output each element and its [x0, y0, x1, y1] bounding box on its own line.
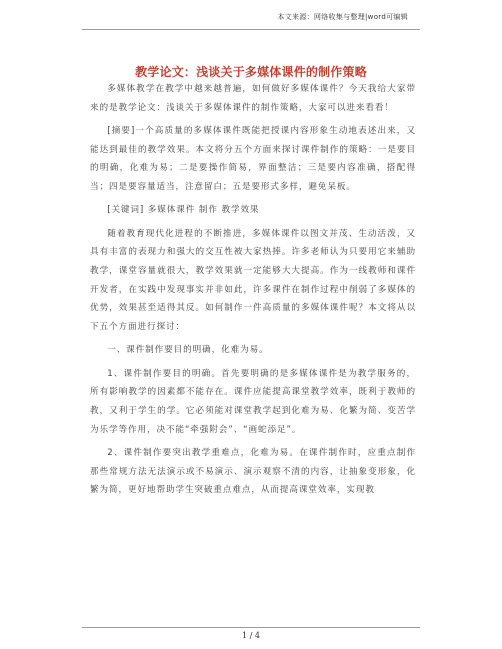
header-source-note: 本文来源：网络收集与整理|word可编辑 [277, 13, 408, 21]
footer-divider [82, 627, 420, 628]
page-number: 1 / 4 [242, 631, 260, 640]
body-paragraph-intro: 多媒体教学在教学中越来越普遍，如何做好多媒体课件？今天我给大家带来的是教学论文：浅谈关于多媒体课件的制作策略，大家可以进来看看！ [90, 84, 416, 113]
body-paragraph-point-1: 1、课件制作要目的明确。首先要明确的是多媒体课件是为教学服务的，所有影响教学的因素都不能存在。课件应能提高课堂教学效率，既利于教师的教，又利于学生的学。它必须能对课堂教学起到化难为易、化繁为简、变苦学为乐学等作用，决不能“牵强附会”、“画蛇添足”。 [90, 368, 416, 435]
document-body [90, 80, 416, 505]
section-heading-1: 一、课件制作要目的明确，化难为易。 [107, 345, 269, 356]
body-paragraph-background: 随着教育现代化进程的不断推进，多媒体课件以图文并茂、生动活泼，又具有丰富的表现力和强大的交互性被大家热捧。许多老师认为只要用它来辅助教学，课堂容量就很大，教学效果就一定能够大大提高。作为一线教师和课件开发者，在实践中发现事实并非如此，许多课件在制作过程中削弱了多媒体的优势，效果甚至适得其反。如何制作一件高质量的多媒体课件呢？本文将从以下五个方面进行探讨： [90, 228, 416, 332]
body-paragraph-point-2: 2、课件制作要突出教学重难点，化难为易。在课件制作时，应重点制作那些常规方法无法演示或不易演示、演示观察不清的内容，让抽象变形象，化繁为简，更好地帮助学生突破重点难点，从而提高课堂效率，实现教 [90, 448, 416, 496]
body-paragraph-abstract: [摘要]一个高质量的多媒体课件既能把授课内容形象生动地表述出来，又能达到最佳的教学效果。本文将分五个方面来探讨课件制作的策略：一是要目的明确，化难为易；二是要操作简易，界面整洁；三是要内容准确，搭配得当；四是要容量适当，注意留白；五是要形式多样，避免呆板。 [90, 126, 416, 192]
body-paragraph-keywords: [关键词] 多媒体课件 制作 教学效果 [107, 205, 260, 216]
header-divider [82, 29, 420, 30]
document-title: 教学论文：浅谈关于多媒体课件的制作策略 [135, 65, 367, 79]
